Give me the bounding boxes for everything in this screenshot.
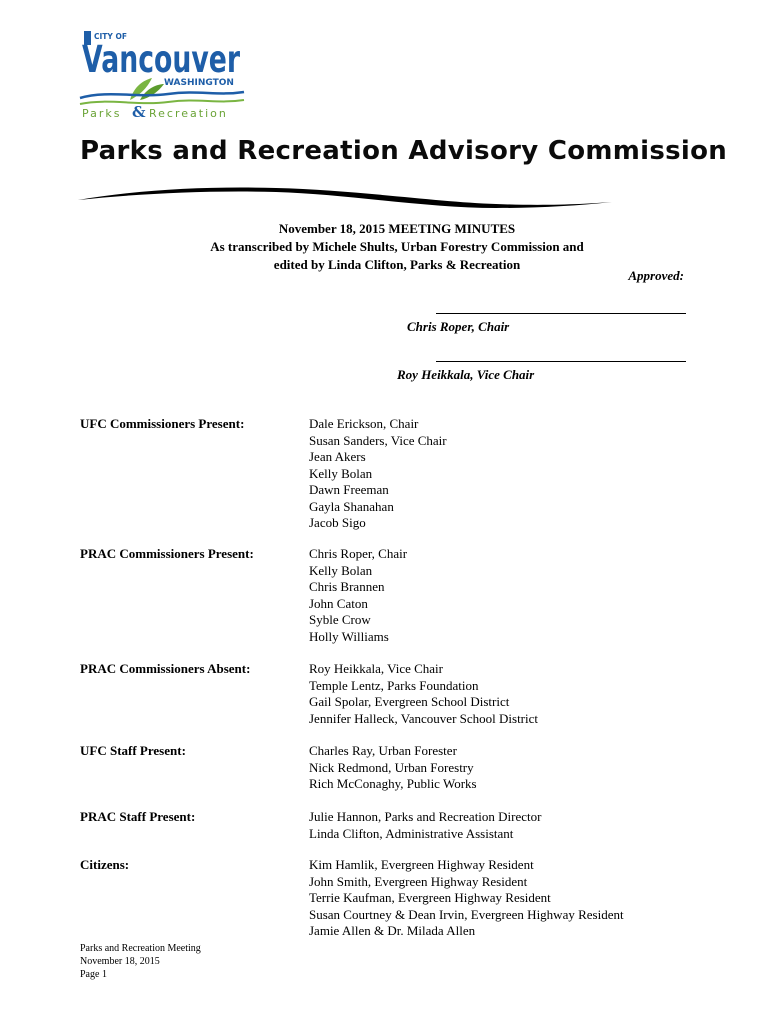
footer-line-1: Parks and Recreation Meeting [80,943,201,954]
section-label: PRAC Staff Present: [80,809,196,824]
footer-line-2: November 18, 2015 [80,956,160,967]
title-swoosh [76,182,616,217]
list-item: Jamie Allen & Dr. Milada Allen [309,923,476,938]
signature-line [436,361,686,362]
list-item: John Smith, Evergreen Highway Resident [309,873,528,889]
list-item: Susan Courtney & Dean Irvin, Evergreen Highway Resident [309,906,624,922]
page-title: Parks and Recreation Advisory Commission [80,136,728,166]
swoosh-graphic [76,182,616,212]
signature-name-chair: Chris Roper, Chair [407,319,510,334]
list-item: Rich McConaghy, Public Works [309,776,477,791]
name-list [309,743,477,793]
list-item: Dale Erickson, Chair [309,416,419,431]
logo-ampersand: & [132,103,146,120]
wave-icon [80,92,244,98]
list-item: Kelly Bolan [309,562,373,578]
wave-icon [80,100,244,104]
list-item: Roy Heikkala, Vice Chair [309,661,443,676]
list-item: Gayla Shanahan [309,498,394,514]
list-item: Temple Lentz, Parks Foundation [309,677,479,693]
header-line-3: edited by Linda Clifton, Parks & Recreation [273,257,521,272]
name-list [309,546,407,645]
logo-recreation: Recreation [149,107,228,120]
signature-name-vice-chair: Roy Heikkala, Vice Chair [397,367,535,382]
approved-label: Approved: [628,268,684,283]
name-list [309,857,624,940]
logo-city-of: CITY OF [94,32,127,41]
section-label: UFC Commissioners Present: [80,416,245,431]
list-item: Dawn Freeman [309,482,389,497]
list-item: Kim Hamlik, Evergreen Highway Resident [309,857,534,872]
page-footer [80,942,201,981]
list-item: Linda Clifton, Administrative Assistant [309,825,514,841]
logo-state: WASHINGTON [164,78,234,88]
list-item: Jacob Sigo [309,515,366,530]
list-item: Jean Akers [309,449,366,464]
header-line-2: As transcribed by Michele Shults, Urban Forestry Commission and [210,239,584,254]
meeting-header [0,220,770,274]
city-logo [78,28,248,120]
list-item: Jennifer Halleck, Vancouver School District [309,710,538,726]
section-label: PRAC Commissioners Present: [80,546,254,561]
list-item: Chris Brannen [309,579,385,594]
list-item: Susan Sanders, Vice Chair [309,432,447,448]
list-item: Julie Hannon, Parks and Recreation Director [309,809,542,824]
list-item: Nick Redmond, Urban Forestry [309,759,474,775]
section-label: Citizens: [80,857,130,872]
list-item: Chris Roper, Chair [309,546,408,561]
name-list [309,416,447,532]
signature-line [436,313,686,314]
section-label: PRAC Commissioners Absent: [80,661,251,676]
list-item: Kelly Bolan [309,465,373,481]
list-item: Terrie Kaufman, Evergreen Highway Resident [309,890,551,905]
list-item: Holly Williams [309,628,389,644]
list-item: Syble Crow [309,612,371,627]
logo-name: Vancouver [82,38,241,81]
name-list [309,809,541,842]
list-item: Gail Spolar, Evergreen School District [309,694,510,709]
logo-parks: Parks [82,107,122,120]
list-item: John Caton [309,595,368,611]
footer-page-number: Page 1 [80,969,107,980]
list-item: Charles Ray, Urban Forester [309,743,457,758]
header-line-1: November 18, 2015 MEETING MINUTES [278,221,516,236]
logo-graphic [78,28,248,120]
section-label: UFC Staff Present: [80,743,186,758]
name-list [309,661,538,727]
